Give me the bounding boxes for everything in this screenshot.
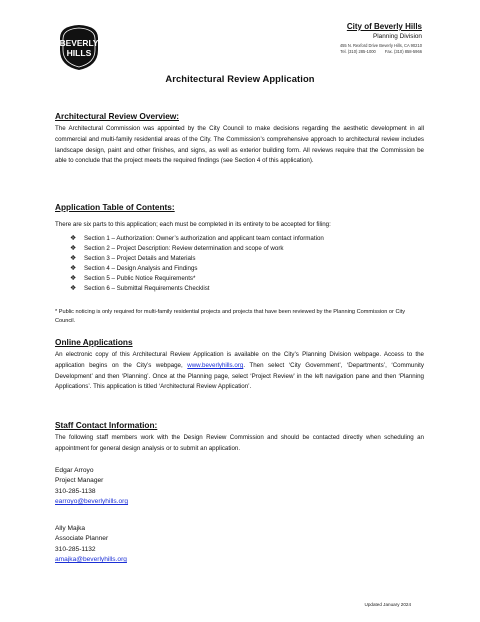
staff-title: Project Manager — [55, 477, 104, 485]
toc-item: ❖ Section 4 – Design Analysis and Findings — [70, 265, 198, 272]
overview-heading: Architectural Review Overview: — [55, 111, 180, 121]
toc-intro: There are six parts to this application; each must be completed in its entirety to be accepted for filing: — [55, 221, 331, 228]
website-link[interactable]: www.beverlyhills.org — [187, 361, 244, 369]
toc-heading: Application Table of Contents: — [55, 202, 175, 212]
address: 455 N. Rexford Drive Beverly Hills, CA 90210 — [339, 43, 422, 48]
staff-email-link[interactable]: amajka@beverlyhills.org — [55, 556, 127, 564]
toc-item: ❖ Section 1 – Authorization: Owner’s authorization and applicant team contact information — [70, 235, 324, 242]
toc-item: ❖ Section 5 – Public Notice Requirements* — [70, 275, 196, 282]
staff-phone: 310-285-1138 — [55, 487, 96, 495]
staff-email-link[interactable]: earroyo@beverlyhills.org — [55, 498, 129, 506]
staff-contact-card — [55, 466, 128, 508]
online-heading: Online Applications — [55, 337, 133, 347]
beverly-hills-shield-logo — [54, 22, 104, 72]
city-name: City of Beverly Hills — [346, 22, 422, 31]
contact-heading: Staff Contact Information: — [55, 420, 158, 430]
division-name: Planning Division — [372, 33, 422, 40]
logo-text-beverly: BEVERLY — [59, 38, 99, 48]
staff-title: Associate Planner — [55, 535, 109, 543]
toc-item: ❖ Section 6 – Submittal Requirements Checklist — [70, 285, 210, 292]
overview-body: The Architectural Commission was appointed by the City Council to make decisions regarding the aesthetic development in all commercial and multi-family residential areas of the City. The Commission’s comprehensive approach to architectural review includes landscape design, paint and other finishes, and signs, as well as exterior building form. All reviews require that the Commission be able to conclude that the project meets the required findings (see Section 4 of this application). — [55, 125, 424, 165]
diamond-bullet-icon: ❖ — [70, 245, 77, 252]
toc-item: ❖ Section 3 – Project Details and Materials — [70, 255, 196, 262]
fax: Fax. (310) 858-5966 — [384, 49, 422, 54]
phone-fax-line — [340, 49, 422, 54]
diamond-bullet-icon: ❖ — [70, 275, 77, 282]
diamond-bullet-icon: ❖ — [70, 265, 77, 272]
toc-item: ❖ Section 2 – Project Description: Review determination and scope of work — [70, 245, 284, 252]
document-title: Architectural Review Application — [165, 73, 315, 84]
staff-contact-card — [55, 524, 127, 566]
telephone: Tel. (310) 285-1000 — [340, 49, 376, 54]
public-notice-footnote: * Public noticing is only required for multi-family residential projects and projects that have been reviewed by the Planning Commission or City Council. — [55, 309, 406, 324]
updated-date-footer: Updated January 2024 — [364, 602, 411, 607]
toc-list — [70, 234, 324, 294]
department-header — [340, 22, 422, 54]
staff-phone: 310-285-1132 — [55, 545, 96, 553]
logo-text-hills: HILLS — [66, 48, 92, 58]
contact-body: The following staff members work with the Design Review Commission and should be contacted directly when scheduling an appointment for general design analysis or to submit an application. — [55, 434, 424, 452]
staff-name: Ally Majka — [55, 525, 86, 532]
diamond-bullet-icon: ❖ — [70, 235, 77, 242]
diamond-bullet-icon: ❖ — [70, 255, 77, 262]
diamond-bullet-icon: ❖ — [70, 285, 77, 292]
online-body: An electronic copy of this Architectural Review Application is available on the City’s Planning Division webpage. Access to the application begins on the City’s webpage, www.beverlyhills.org. Then select ‘City Government’, ‘Departments’, ‘Community Development’ and then ‘Planning’. Once at the Planning page, select ‘Project Review’ in the left navigation pane and then ‘Planning Applications’. This application is titled ‘Architectural Review Application’. — [55, 351, 424, 391]
staff-name: Edgar Arroyo — [55, 467, 94, 474]
